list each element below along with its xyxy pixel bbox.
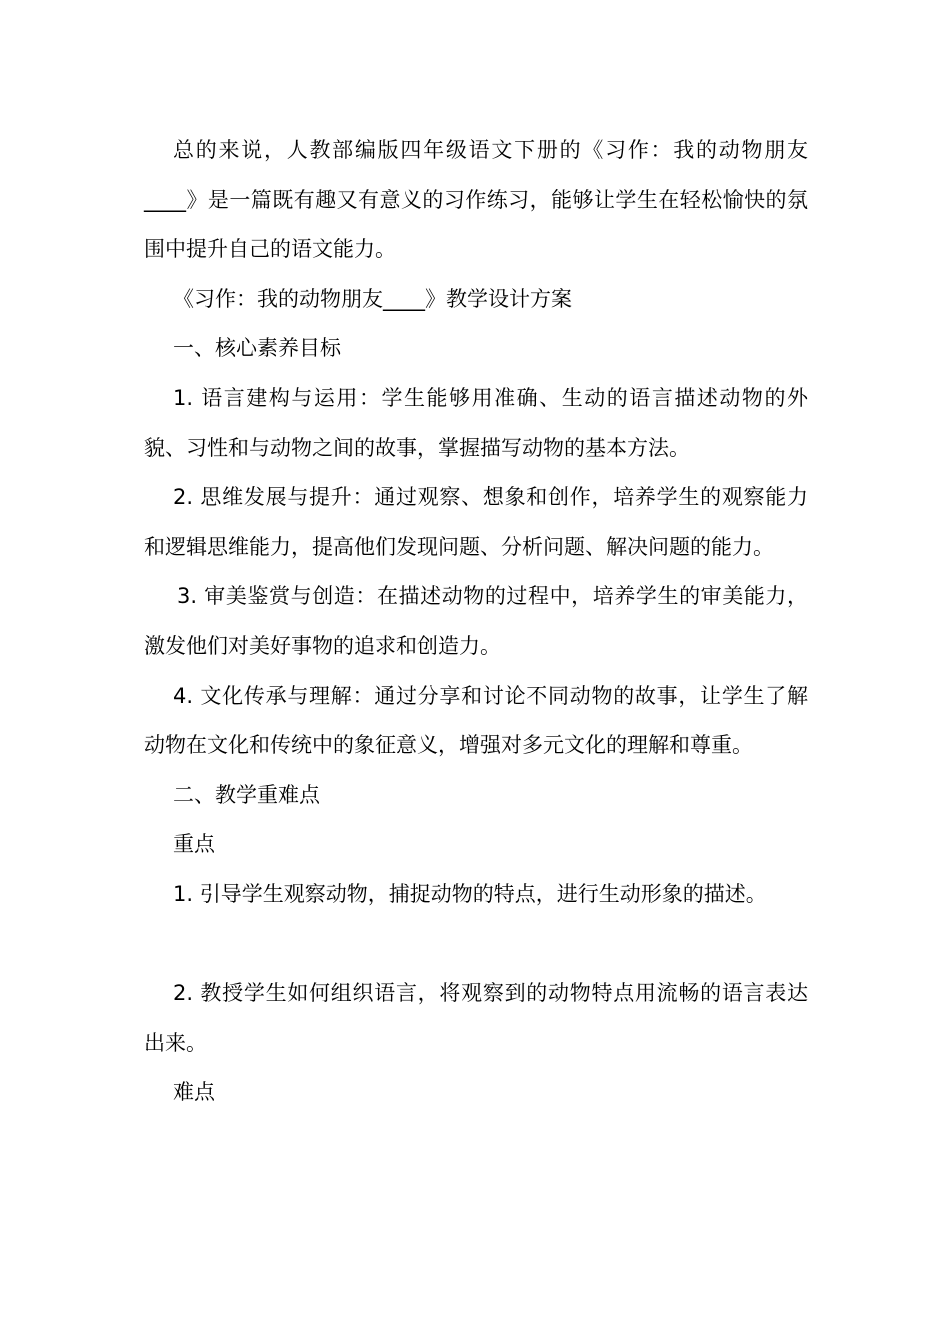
- key-item-observe: 1. 引导学生观察动物，捕捉动物的特点，进行生动形象的描述。: [173, 881, 767, 906]
- subheading-key: 重点: [173, 832, 215, 857]
- section-heading-key-points: 二、教学重难点: [173, 782, 320, 807]
- subheading-difficulty: 难点: [173, 1080, 215, 1105]
- goal-item-thinking: 2. 思维发展与提升：通过观察、想象和创作，培养学生的观察能力和逻辑思维能力，提高他们发现问题、分析问题、解决问题的能力。: [144, 485, 808, 559]
- blank-line: [144, 920, 808, 970]
- summary-paragraph: 总的来说，人教部编版四年级语文下册的《习作：我的动物朋友____》是一篇既有趣又有意义的习作练习，能够让学生在轻松愉快的氛围中提升自己的语文能力。: [144, 138, 808, 262]
- goal-item-language: 1. 语言建构与运用：学生能够用准确、生动的语言描述动物的外貌、习性和与动物之间的故事，掌握描写动物的基本方法。: [144, 385, 808, 460]
- section-heading-core-goals: 一、核心素养目标: [173, 336, 341, 361]
- plan-title: 《习作：我的动物朋友____》教学设计方案: [173, 286, 572, 311]
- key-item-organize: 2. 教授学生如何组织语言，将观察到的动物特点用流畅的语言表达出来。: [144, 981, 808, 1055]
- document-body: [144, 126, 808, 1118]
- goal-item-culture: 4. 文化传承与理解：通过分享和讨论不同动物的故事，让学生了解动物在文化和传统中的象征意义，增强对多元文化的理解和尊重。: [144, 683, 808, 758]
- goal-item-aesthetics: 3. 审美鉴赏与创造：在描述动物的过程中，培养学生的审美能力，激发他们对美好事物的追求和创造力。: [144, 584, 808, 658]
